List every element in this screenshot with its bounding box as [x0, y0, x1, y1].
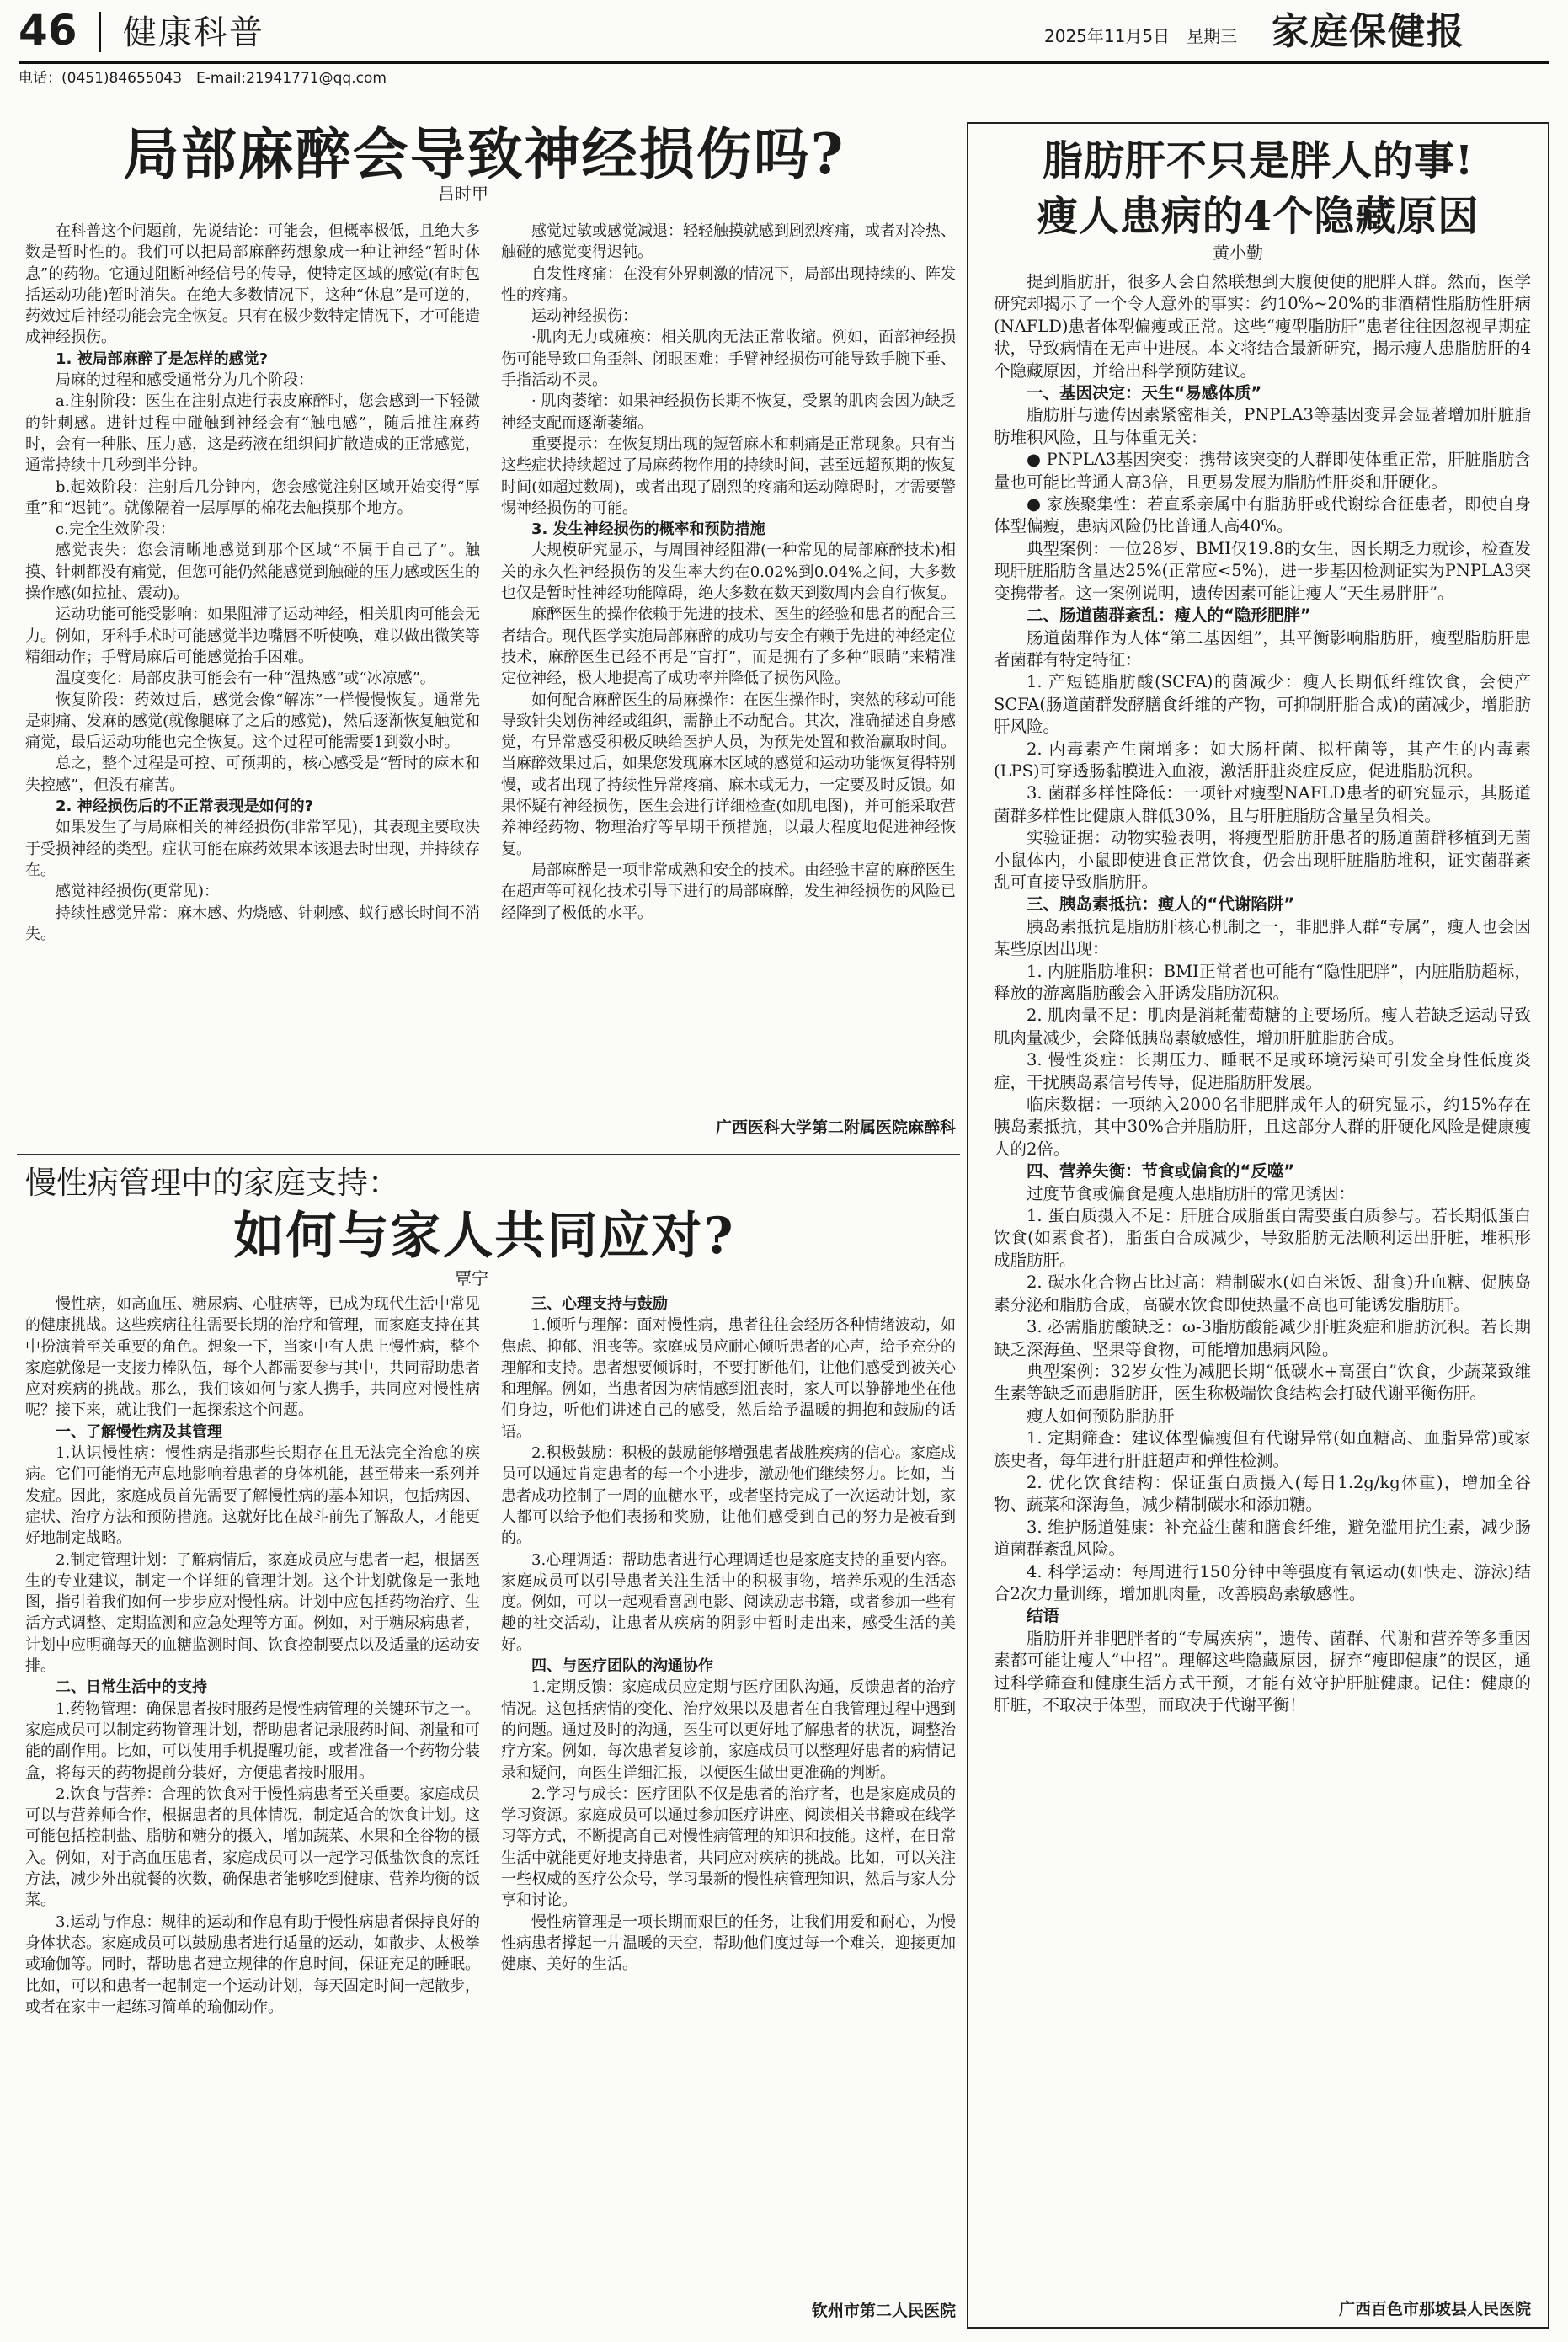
section-name: 健康科普	[123, 13, 264, 52]
section-heading: 1. 被局部麻醉了是怎样的感觉?	[56, 349, 269, 368]
paragraph: 临床数据：一项纳入2000名非肥胖成年人的研究显示，约15%存在胰岛素抵抗，其中30%合并脂肪肝，且这部分人群的肝硬化风险是健康瘦人的2倍。	[994, 1095, 1531, 1159]
paragraph: 1. 产短链脂肪酸(SCFA)的菌减少：瘦人长期低纤维饮食，会使产SCFA(肠道菌群发酵膳食纤维的产物，可抑制肝脂合成)的菌减少，增脂肪肝风险。	[994, 672, 1531, 737]
article3-title-line2: 瘦人患病的4个隐藏原因	[1037, 193, 1480, 240]
paragraph: 总之，整个过程是可控、可预期的，核心感受是“暂时的麻木和失控感”，但没有痛苦。	[25, 755, 480, 794]
article3-author: 黄小勤	[1213, 243, 1263, 263]
article2-title: 如何与家人共同应对?	[233, 1207, 735, 1266]
paragraph: 2.积极鼓励：积极的鼓励能够增强患者战胜疾病的信心。家庭成员可以通过肯定患者的每一个小进步，激励他们继续努力。比如，当患者成功控制了一周的血糖水平，或者坚持完成了一次运动计划，家人都可以给予他们表扬和奖励，让他们感受到自己的努力是被看到的。	[501, 1444, 956, 1548]
paragraph: 2.制定管理计划：了解病情后，家庭成员应与患者一起，根据医生的专业建议，制定一个详细的管理计划。这个计划就像是一张地图，指引着我们如何一步步应对慢性病。计划中应包括药物治疗、生活方式调整、定期监测和应急处理等方面。例如，对于糖尿病患者，计划中应明确每天的血糖监测时间、饮食控制要点以及适量的运动安排。	[25, 1550, 480, 1676]
article2-column-2	[501, 1294, 956, 2300]
paragraph: 1.认识慢性病：慢性病是指那些长期存在且无法完全治愈的疾病。它们可能悄无声息地影响着患者的身体机能，甚至带来一系列并发症。因此，家庭成员首先需要了解慢性病的基本知识，包括病因、症状、治疗方法和预防措施。这就好比在战斗前先了解敌人，才能更好地制定战略。	[25, 1444, 480, 1548]
paragraph: 重要提示：在恢复期出现的短暂麻木和刺痛是正常现象。只有当这些症状持续超过了局麻药物作用的持续时间，甚至远超预期的恢复时间(如超过数周)，或者出现了剧烈的疼痛和运动障碍时，才需要警惕神经损伤的可能。	[501, 435, 956, 517]
contact-info: 电话：(0451)84655043 E-mail:21941771@qq.com	[19, 70, 387, 87]
paragraph: 慢性病管理是一项长期而艰巨的任务，让我们用爱和耐心，为慢性病患者撑起一片温暖的天空，帮助他们度过每一个难关，迎接更加健康、美好的生活。	[501, 1913, 956, 1974]
section-heading: 3. 发生神经损伤的概率和预防措施	[531, 520, 765, 539]
paragraph: 局部麻醉是一项非常成熟和安全的技术。由经验丰富的麻醉医生在超声等可视化技术引导下进行的局部麻醉，发生神经损伤的风险已经降到了极低的水平。	[501, 861, 956, 922]
paragraph: 3. 必需脂肪酸缺乏：ω-3脂肪酸能减少肝脏炎症和脂肪沉积。若长期缺乏深海鱼、坚果等食物，可能增加患病风险。	[994, 1317, 1531, 1359]
paragraph: 脂肪肝并非肥胖者的“专属疾病”，遗传、菌群、代谢和营养等多重因素都可能让瘦人“中招”。理解这些隐藏原因，摒弃“瘦即健康”的误区，通过科学筛查和健康生活方式干预，才能有效守护肝脏健康。记住：健康的肝脏，不取决于体型，而取决于代谢平衡！	[994, 1628, 1531, 1715]
article1-source: 广西医科大学第二附属医院麻醉科	[715, 1118, 956, 1137]
paragraph: 1.定期反馈：家庭成员应定期与医疗团队沟通，反馈患者的治疗情况。这包括病情的变化、治疗效果以及患者在自我管理过程中遇到的问题。通过及时的沟通，医生可以更好地了解患者的状况，调整治疗方案。例如，每次患者复诊前，家庭成员可以整理好患者的病情记录和疑问，向医生详细汇报，以便医生做出更准确的判断。	[501, 1678, 956, 1782]
paragraph: 实验证据：动物实验表明，将瘦型脂肪肝患者的肠道菌群移植到无菌小鼠体内，小鼠即使进食正常饮食，仍会出现肝脏脂肪堆积，证实菌群紊乱可直接导致脂肪肝。	[994, 828, 1531, 892]
section-heading: 四、营养失衡：节食或偏食的“反噬”	[1027, 1161, 1295, 1182]
article2-author: 覃宁	[455, 1268, 488, 1288]
paragraph: a.注射阶段：医生在注射点进行表皮麻醉时，您会感到一下轻微的针刺感。进针过程中碰触到神经会有“触电感”，随后推注麻药时，会有一种胀、压力感，这是药液在组织间扩散造成的正常感觉，通常持续十几秒到半分钟。	[25, 392, 480, 475]
paragraph: 持续性感觉异常：麻木感、灼烧感、针刺感、蚁行感长时间不消失。	[25, 904, 480, 943]
paragraph: 3. 维护肠道健康：补充益生菌和膳食纤维，避免滥用抗生素，减少肠道菌群紊乱风险。	[994, 1517, 1531, 1560]
paragraph: 3.运动与作息：规律的运动和作息有助于慢性病患者保持良好的身体状态。家庭成员可以鼓励患者进行适量的运动，如散步、太极拳或瑜伽等。同时，帮助患者建立规律的作息时间，保证充足的睡眠。比如，可以和患者一起制定一个运动计划，每天固定时间一起散步，或者在家中一起练习简单的瑜伽动作。	[25, 1913, 480, 2016]
article1-column-2	[501, 221, 956, 1113]
article-divider	[17, 1154, 960, 1155]
paragraph: 慢性病，如高血压、糖尿病、心脏病等，已成为现代生活中常见的健康挑战。这些疾病往往需要长期的治疗和管理，而家庭支持在其中扮演着至关重要的角色。想象一下，当家中有人患上慢性病，整个家庭就像是一支接力棒队伍，每个人都需要参与其中，共同帮助患者应对疾病的挑战。那么，我们该如何与家人携手，共同应对慢性病呢？接下来，就让我们一起探索这个问题。	[25, 1295, 480, 1420]
paragraph: 典型案例：一位28岁、BMI仅19.8的女生，因长期乏力就诊，检查发现肝脏脂肪含量达25%(正常应<5%)，进一步基因检测证实为PNPLA3突变携带者。这一案例说明，遗传因素可能让瘦人“天生易胖肝”。	[994, 538, 1531, 603]
section-heading: 一、基因决定：天生“易感体质”	[1027, 383, 1262, 403]
paragraph: 肠道菌群作为人体“第二基因组”，其平衡影响脂肪肝，瘦型脂肪肝患者菌群有特定特征：	[994, 627, 1531, 670]
paragraph: 2. 内毒素产生菌增多：如大肠杆菌、拟杆菌等，其产生的内毒素(LPS)可穿透肠黏膜进入血液，激活肝脏炎症反应，促进脂肪沉积。	[994, 739, 1531, 781]
paragraph: 2. 优化饮食结构：保证蛋白质摄入(每日1.2g/kg体重)，增加全谷物、蔬菜和深海鱼，减少精制碳水和添加糖。	[994, 1472, 1531, 1515]
paragraph: 典型案例：32岁女性为减肥长期“低碳水+高蛋白”饮食，少蔬菜致维生素等缺乏而患脂肪肝，医生称极端饮食结构会打破代谢平衡伤肝。	[994, 1361, 1531, 1404]
paragraph: 温度变化：局部皮肤可能会有一种“温热感”或“冰凉感”。	[56, 670, 435, 688]
section-heading: 三、心理支持与鼓励	[531, 1295, 668, 1313]
paragraph: 2. 肌肉量不足：肌肉是消耗葡萄糖的主要场所。瘦人若缺乏运动导致肌肉量减少，会降低胰岛素敏感性，增加肝脏脂肪合成。	[994, 1006, 1531, 1048]
paragraph: 3. 菌群多样性降低：一项针对瘦型NAFLD患者的研究显示，其肠道菌群多样性比健康人群低30%，且与肝脏脂肪含量呈负相关。	[994, 783, 1531, 825]
paragraph: 提到脂肪肝，很多人会自然联想到大腹便便的肥胖人群。然而，医学研究却揭示了一个令人意外的事实：约10%~20%的非酒精性脂肪性肝病(NAFLD)患者体型偏瘦或正常。这些“瘦型脂肪肝”患者往往因忽视早期症状，导致病情在无声中进展。本文将结合最新研究，揭示瘦人患脂肪肝的4个隐藏原因，并给出科学预防建议。	[994, 272, 1531, 381]
header-rule	[19, 61, 1549, 64]
paragraph: 2.学习与成长：医疗团队不仅是患者的治疗者，也是家庭成员的学习资源。家庭成员可以通过参加医疗讲座、阅读相关书籍或在线学习等方式，不断提高自己对慢性病管理的知识和技能。这样，在日常生活中就能更好地支持患者，共同应对疾病的挑战。比如，可以关注一些权威的医疗公众号，学习最新的慢性病管理知识，然后与家人分享和讨论。	[501, 1785, 956, 1910]
paragraph: 运动功能可能受影响：如果阻滞了运动神经，相关肌肉可能会无力。例如，牙科手术时可能感觉半边嘴唇不听使唤，难以做出微笑等精细动作；手臂局麻后可能感觉抬手困难。	[25, 606, 480, 666]
paragraph: 结语	[1027, 1606, 1060, 1626]
article3-title	[968, 133, 1548, 244]
paragraph: 3.心理调适：帮助患者进行心理调适也是家庭支持的重要内容。家庭成员可以引导患者关注生活中的积极事物，培养乐观的生活态度。例如，可以一起观看喜剧电影、阅读励志书籍，或者参加一些有趣的社交活动，让患者从疾病的阴影中暂时走出来，感受生活的美好。	[501, 1550, 956, 1654]
article1-author: 吕时甲	[438, 184, 488, 204]
paragraph: 1. 定期筛查：建议体型偏瘦但有代谢异常(如血糖高、血脂异常)或家族史者，每年进行肝脏超声和弹性检测。	[994, 1428, 1531, 1470]
article2-kicker: 慢性病管理中的家庭支持：	[25, 1165, 399, 1201]
paragraph: ● PNPLA3基因突变：携带该突变的人群即使体重正常，肝脏脂肪含量也可能比普通人高3倍，且更易发展为脂肪性肝炎和肝硬化。	[994, 450, 1531, 492]
article1-column-1	[25, 221, 480, 1113]
paragraph: 感觉神经损伤(更常见)：	[56, 883, 220, 901]
issue-date: 2025年11月5日 星期三	[1044, 26, 1238, 46]
section-heading: 二、肠道菌群紊乱：瘦人的“隐形肥胖”	[1027, 606, 1311, 626]
paragraph: 自发性疼痛：在没有外界刺激的情况下，局部出现持续的、阵发性的疼痛。	[501, 264, 956, 304]
paragraph: 1.倾听与理解：面对慢性病，患者往往会经历各种情绪波动，如焦虑、抑郁、沮丧等。家庭成员应耐心倾听患者的心声，给予充分的理解和支持。患者想要倾诉时，不要打断他们，让他们感受到被关心和理解。例如，当患者因为病情感到沮丧时，家人可以静静地坐在他们身边，听他们讲述自己的感受，然后给予温暖的拥抱和鼓励的话语。	[501, 1316, 956, 1441]
paragraph: 运动神经损伤：	[531, 307, 637, 326]
paragraph: 大规模研究显示，与周围神经阻滞(一种常见的局部麻醉技术)相关的永久性神经损伤的发生率大约在0.02%到0.04%之间，大多数也仅是暂时性神经功能障碍，绝大多数在数天到数周内会自行恢复。	[501, 541, 956, 603]
paragraph: 1. 蛋白质摄入不足：肝脏合成脂蛋白需要蛋白质参与。若长期低蛋白饮食(如素食者)，脂蛋白合成减少，导致脂肪无法顺利运出肝脏，堆积形成脂肪肝。	[994, 1206, 1531, 1270]
paragraph: · 肌肉萎缩：如果神经损伤长期不恢复，受累的肌肉会因为缺乏神经支配而逐渐萎缩。	[501, 392, 956, 432]
paragraph: 感觉丧失：您会清晰地感觉到那个区域“不属于自己了”。触摸、针刺都没有痛觉，但您可能仍然能感觉到触碰的压力感或医生的操作感(如拉扯、震动)。	[25, 541, 480, 603]
paragraph: 如果发生了与局麻相关的神经损伤(非常罕见)，其表现主要取决于受损神经的类型。症状可能在麻药效果本该退去时出现，并持续存在。	[25, 819, 480, 879]
page-header	[0, 0, 1568, 87]
paragraph: 麻醉医生的操作依赖于先进的技术、医生的经验和患者的配合三者结合。现代医学实施局部麻醉的成功与安全有赖于先进的神经定位技术，麻醉医生已经不再是“盲打”，而是拥有了多种“眼睛”来精准定位神经，极大地提高了成功率并降低了损伤风险。	[501, 606, 956, 688]
paragraph: 2. 碳水化合物占比过高：精制碳水(如白米饭、甜食)升血糖、促胰岛素分泌和脂肪合成，高碳水饮食即使热量不高也可能诱发脂肪肝。	[994, 1272, 1531, 1315]
paragraph: 过度节食或偏食是瘦人患脂肪肝的常见诱因：	[1027, 1183, 1356, 1203]
newspaper-name: 家庭保健报	[1272, 10, 1465, 53]
paragraph: 在科普这个问题前，先说结论：可能会，但概率极低，且绝大多数是暂时性的。我们可以把局部麻醉药想象成一种让神经“暂时休息”的药物。它通过阻断神经信号的传导，使特定区域的感觉(有时包括运动功能)暂时消失。在绝大多数情况下，这种“休息”是可逆的，药效过后神经功能会完全恢复。只有在极少数特定情况下，才可能造成神经损伤。	[25, 222, 480, 347]
paragraph: 局麻的过程和感受通常分为几个阶段：	[56, 371, 313, 390]
paragraph: b.起效阶段：注射后几分钟内，您会感觉注射区域开始变得“厚重”和“迟钝”。就像隔着一层厚厚的棉花去触摸那个地方。	[25, 477, 480, 517]
article1-title: 局部麻醉会导致神经损伤吗?	[123, 121, 845, 187]
header-divider	[99, 12, 101, 52]
paragraph: 4. 科学运动：每周进行150分钟中等强度有氧运动(如快走、游泳)结合2次力量训练，增加肌肉量，改善胰岛素敏感性。	[994, 1561, 1531, 1603]
paragraph: 瘦人如何预防脂肪肝	[1027, 1406, 1175, 1426]
paragraph: 3. 慢性炎症：长期压力、睡眠不足或环境污染可引发全身性低度炎症，干扰胰岛素信号传导，促进脂肪肝发展。	[994, 1050, 1531, 1092]
article3-body	[994, 271, 1531, 2288]
article2-column-1	[25, 1294, 480, 2300]
section-heading: 四、与医疗团队的沟通协作	[531, 1657, 713, 1676]
article3-title-line1: 脂肪肝不只是胖人的事!	[1042, 137, 1475, 184]
article2-source: 钦州市第二人民医院	[811, 2302, 956, 2320]
article3-source: 广西百色市那坡县人民医院	[1338, 2300, 1531, 2318]
paragraph: 2.饮食与营养：合理的饮食对于慢性病患者至关重要。家庭成员可以与营养师合作，根据患者的具体情况，制定适合的饮食计划。这可能包括控制盐、脂肪和糖分的摄入，增加蔬菜、水果和全谷物的摄入。例如，对于高血压患者，家庭成员可以一起学习低盐饮食的烹饪方法，减少外出就餐的次数，确保患者能够吃到健康、营养均衡的饭菜。	[25, 1785, 480, 1910]
paragraph: c.完全生效阶段：	[56, 520, 175, 539]
paragraph: 1.药物管理：确保患者按时服药是慢性病管理的关键环节之一。家庭成员可以制定药物管理计划，帮助患者记录服药时间、剂量和可能的副作用。比如，可以使用手机提醒功能，或者准备一个药物分装盒，将每天的药物提前分装好，方便患者按时服用。	[25, 1699, 480, 1782]
paragraph: 胰岛素抵抗是脂肪肝核心机制之一，非肥胖人群“专属”，瘦人也会因某些原因出现：	[994, 916, 1531, 959]
section-heading: 一、了解慢性病及其管理	[56, 1422, 222, 1441]
paragraph: 1. 内脏脂肪堆积：BMI正常者也可能有“隐性肥胖”，内脏脂肪超标，释放的游离脂肪酸会入肝诱发脂肪沉积。	[994, 961, 1531, 1003]
section-heading: 2. 神经损伤后的不正常表现是如何的?	[56, 798, 314, 816]
paragraph: 恢复阶段：药效过后，感觉会像“解冻”一样慢慢恢复。通常先是刺痛、发麻的感觉(就像腿麻了之后的感觉)，然后逐渐恢复触觉和痛觉，最后运动功能也完全恢复。这个过程可能需要1到数小时。	[25, 691, 480, 752]
paragraph: ● 家族聚集性：若直系亲属中有脂肪肝或代谢综合征患者，即使自身体型偏瘦，患病风险仍比普通人高40%。	[994, 494, 1531, 536]
section-heading: 三、胰岛素抵抗：瘦人的“代谢陷阱”	[1027, 894, 1295, 915]
paragraph: 感觉过敏或感觉减退：轻轻触摸就感到剧烈疼痛，或者对冷热、触碰的感觉变得迟钝。	[501, 222, 956, 262]
paragraph: 脂肪肝与遗传因素紧密相关，PNPLA3等基因变异会显著增加肝脏脂肪堆积风险，且与体重无关：	[994, 405, 1531, 447]
paragraph: ·肌肉无力或瘫痪：相关肌肉无法正常收缩。例如，面部神经损伤可能导致口角歪斜、闭眼困难；手臂神经损伤可能导致手腕下垂、手指活动不灵。	[501, 328, 956, 390]
paragraph: 如何配合麻醉医生的局麻操作：在医生操作时，突然的移动可能导致针尖划伤神经或组织，需静止不动配合。其次，准确描述自身感觉，有异常感受积极反映给医护人员，为预先处置和救治赢取时间。当麻醉效果过后，如果您发现麻木区域的感觉和运动功能恢复得特别慢，或者出现了持续性异常疼痛、麻木或无力，一定要及时反馈。如果怀疑有神经损伤，医生会进行详细检查(如肌电图)，并可能采取营养神经药物、物理治疗等早期干预措施，以最大程度地促进神经恢复。	[501, 691, 956, 858]
section-heading: 二、日常生活中的支持	[56, 1678, 207, 1697]
page-number: 46	[19, 6, 77, 55]
